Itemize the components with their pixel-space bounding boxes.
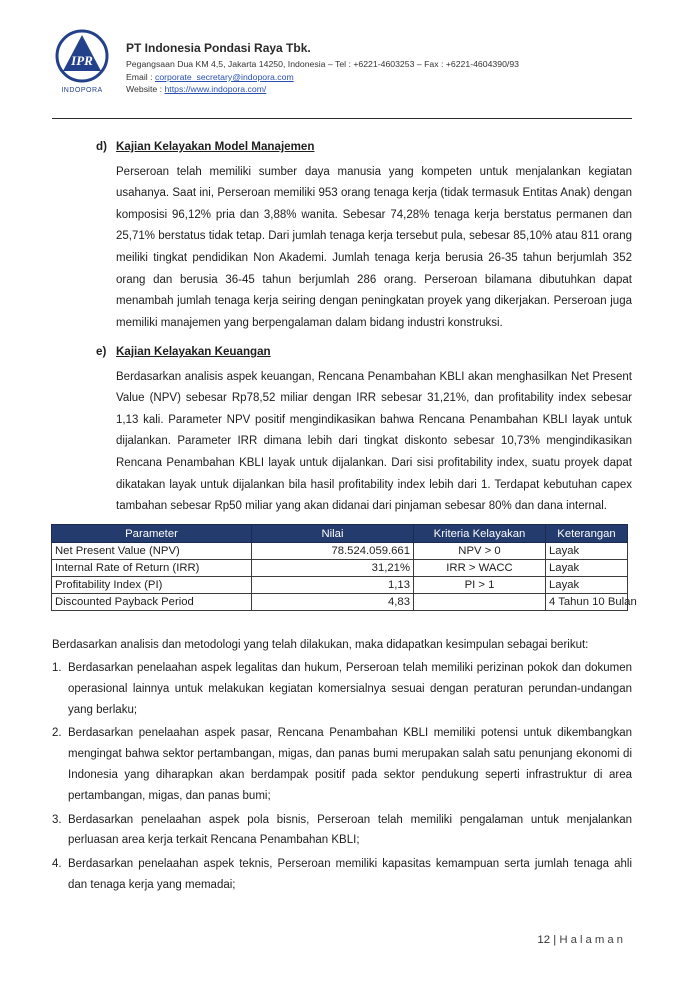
company-address: Pegangsaan Dua KM 4,5, Jakarta 14250, Indonesia – Tel : +6221-4603253 – Fax : +6221-4604390/93 — [126, 59, 520, 69]
table-cell: Layak — [546, 577, 628, 594]
table-cell: 78.524.059.661 — [252, 543, 414, 560]
column-header: Parameter — [52, 525, 252, 543]
company-info — [126, 42, 519, 98]
column-header: Nilai — [252, 525, 414, 543]
footer-separator: | — [553, 934, 557, 946]
conclusion-list — [52, 658, 632, 899]
list-text: Berdasarkan penelaahan aspek pola bisnis, Perseroan telah memiliki pengalaman untuk menjalankan perluasan area kerja terkait Rencana Penambahan KBLI; — [68, 813, 632, 847]
table-cell — [414, 594, 546, 611]
list-item — [52, 854, 632, 896]
section-title: Kajian Kelayakan Keuangan — [116, 345, 271, 358]
company-name: PT Indonesia Pondasi Raya Tbk. — [126, 41, 311, 55]
section-heading — [96, 346, 632, 358]
list-number: 1. — [52, 662, 62, 674]
table-cell: Discounted Payback Period — [52, 594, 252, 611]
table-cell: 31,21% — [252, 560, 414, 577]
feasibility-table — [51, 524, 637, 611]
page-footer — [537, 934, 626, 946]
table-row — [52, 577, 628, 594]
page-number: 12 — [537, 934, 551, 946]
table-cell: Internal Rate of Return (IRR) — [52, 560, 252, 577]
email-label: Email : — [126, 71, 155, 82]
company-logo — [52, 28, 112, 94]
section-letter: e) — [96, 345, 107, 358]
list-text: Berdasarkan penelaahan aspek teknis, Perseroan memiliki kapasitas kemampuan serta jumlah tenaga ahli dan tenaga kerja yang memadai; — [68, 858, 632, 891]
table-cell: Layak — [546, 560, 628, 577]
column-header: Keterangan — [546, 525, 628, 543]
company-website — [126, 85, 519, 94]
table-cell: Profitability Index (PI) — [52, 577, 252, 594]
logo-letters: IPR — [71, 53, 93, 68]
section-body: Berdasarkan analisis aspek keuangan, Rencana Penambahan KBLI akan menghasilkan Net Present Value (NPV) sebesar Rp78,52 miliar dengan IRR sebesar 31,21%, dan profitability index sebesar 1,13 kali. Parameter NPV positif mengindikasikan bahwa Rencana Penambahan KBLI layak untuk dijalankan. Parameter IRR dimana lebih dari tingkat diskonto sebesar 10,73% mengindikasikan Rencana Penambahan KBLI layak untuk dijalankan. Dari sisi profitability index, suatu proyek dapat dikatakan layak untuk dijalankan bila hasil profitability index lebih dari 1. Terdapat kebutuhan capex tambahan sebesar Rp50 miliar yang akan didanai dari pinjaman sebesar 80% dan dana internal. — [116, 370, 632, 513]
table-cell: PI > 1 — [414, 577, 546, 594]
website-label: Website : — [126, 84, 165, 95]
list-number: 2. — [52, 727, 62, 740]
section-finance — [96, 346, 632, 518]
list-number: 4. — [52, 858, 62, 871]
table-cell: NPV > 0 — [414, 543, 546, 560]
table-row — [52, 560, 628, 577]
table-cell: 4 Tahun 10 Bulan — [546, 594, 628, 611]
table-cell: Net Present Value (NPV) — [52, 543, 252, 560]
table-row — [52, 594, 628, 611]
section-heading — [96, 141, 632, 153]
section-management — [96, 141, 632, 334]
list-number: 3. — [52, 813, 62, 826]
table-cell: 1,13 — [252, 577, 414, 594]
logo-text: INDOPORA — [61, 87, 103, 94]
table-header-row — [52, 525, 628, 543]
table-cell: 4,83 — [252, 594, 414, 611]
header-divider — [52, 118, 632, 119]
conclusion-intro: Berdasarkan analisis dan metodologi yang telah dilakukan, maka didapatkan kesimpulan sebagai berikut: — [52, 639, 589, 651]
list-item — [52, 658, 632, 720]
company-email — [126, 73, 519, 82]
section-body: Perseroan telah memiliki sumber daya manusia yang kompeten untuk menjalankan kegiatan usahanya. Saat ini, Perseroan memiliki 953 orang tenaga kerja (tidak termasuk Entitas Anak) dengan komposisi 96,12% pria dan 3,88% wanita. Sebesar 74,28% tenaga kerja berstatus permanen dan 25,71% berstatus tidak tetap. Dari jumlah tenaga kerja tersebut pula, sebesar 85,10% atau 811 orang meiliki tingkat pendidikan Non Akademi. Jumlah tenaga kerja berusia 26-35 tahun berjumlah 352 orang dan berusia 36-45 tahun berjumlah 286 orang. Perseroan bilamana dibutuhkan dapat menambah jumlah tenaga kerja seiring dengan peningkatan proyek yang dikerjakan. Perseroan juga memiliki manajemen yang berpengalaman dalam bidang industri konstruksi. — [116, 165, 632, 329]
email-link[interactable]: corporate_secretary@indopora.com — [154, 71, 294, 82]
website-link[interactable]: https://www.indopora.com/ — [164, 84, 267, 95]
table-row — [52, 543, 628, 560]
list-item — [52, 810, 632, 852]
column-header: Kriteria Kelayakan — [414, 525, 546, 543]
list-text: Berdasarkan penelaahan aspek pasar, Rencana Penambahan KBLI memiliki potensi untuk dikembangkan mengingat bahwa sektor pertambangan, migas, dan panas bumi merupakan salah satu penunjang ekonomi di Indonesia yang diharapkan akan berdampak positif pada sektor pendukung seperti infrastruktur di area pertambangan, migas, dan panas bumi; — [68, 727, 632, 802]
list-text: Berdasarkan penelaahan aspek legalitas dan hukum, Perseroan telah memiliki perizinan pokok dan dokumen operasional lainnya untuk melakukan kegiatan komersialnya sesuai dengan peraturan perundan-undangan yang berlaku; — [68, 662, 632, 716]
table-cell: IRR > WACC — [414, 560, 546, 577]
list-item — [52, 723, 632, 806]
section-title: Kajian Kelayakan Model Manajemen — [116, 140, 315, 153]
page-label: Halaman — [559, 934, 626, 946]
table-cell: Layak — [546, 543, 628, 560]
section-letter: d) — [96, 140, 107, 153]
